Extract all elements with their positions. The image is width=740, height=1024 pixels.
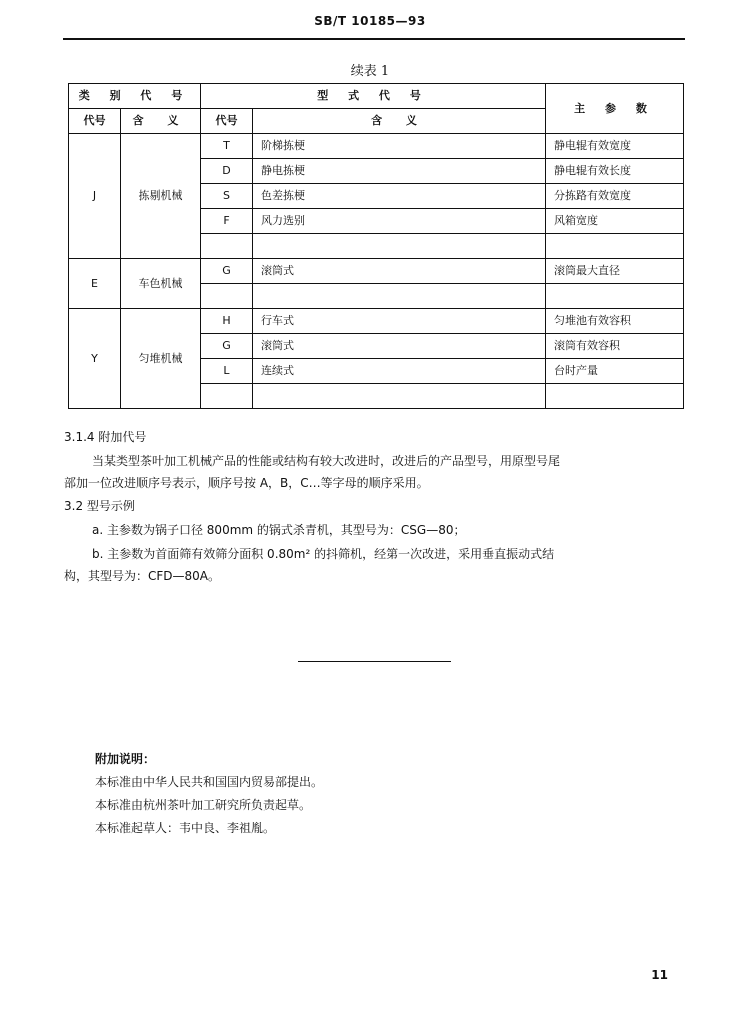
notes-line: 本标准起草人：韦中良、李祖胤。 xyxy=(95,821,276,835)
header-rule xyxy=(63,38,685,40)
type-code: T xyxy=(201,134,253,159)
paragraph-line: 当某类型茶叶加工机械产品的性能或结构有较大改进时，改进后的产品型号，用原型号尾 xyxy=(92,454,561,468)
table-row xyxy=(69,309,684,334)
main-param: 台时产量 xyxy=(546,359,684,384)
example-item-a: a. 主参数为锅子口径 800mm 的锅式杀青机，其型号为：CSG—80； xyxy=(92,523,466,537)
main-param: 滚筒最大直径 xyxy=(546,259,684,284)
notes-line: 本标准由杭州茶叶加工研究所负责起草。 xyxy=(95,798,312,812)
paragraph-line: 部加一位改进顺序号表示，顺序号按 A，B，C…等字母的顺序采用。 xyxy=(64,476,429,490)
page-number: 11 xyxy=(651,968,668,982)
section-heading-3-2: 3.2 型号示例 xyxy=(64,499,135,513)
col-code: 代号 xyxy=(69,109,121,134)
group-meaning: 车色机械 xyxy=(121,259,201,309)
table-caption: 续表 1 xyxy=(350,64,390,79)
notes-line: 本标准由中华人民共和国国内贸易部提出。 xyxy=(95,775,324,789)
standard-number: SB/T 10185—93 xyxy=(314,14,426,28)
type-meaning: 行车式 xyxy=(253,309,546,334)
example-item-b-cont: 构，其型号为：CFD—80A。 xyxy=(64,569,221,583)
section-heading-3-1-4: 3.1.4 附加代号 xyxy=(64,430,147,444)
col-main-param: 主 参 数 xyxy=(546,84,684,134)
col-type-code: 型 式 代 号 xyxy=(201,84,546,109)
type-code: G xyxy=(201,259,253,284)
col-code2: 代号 xyxy=(201,109,253,134)
table-row xyxy=(69,259,684,284)
main-param: 风箱宽度 xyxy=(546,209,684,234)
group-meaning: 拣剔机械 xyxy=(121,134,201,259)
group-code: E xyxy=(69,259,121,309)
type-meaning: 滚筒式 xyxy=(253,334,546,359)
group-meaning: 匀堆机械 xyxy=(121,309,201,409)
type-meaning: 风力选别 xyxy=(253,209,546,234)
type-code: F xyxy=(201,209,253,234)
type-code: H xyxy=(201,309,253,334)
main-param: 静电辊有效宽度 xyxy=(546,134,684,159)
table-row xyxy=(69,134,684,159)
additional-notes xyxy=(95,748,323,840)
type-code: D xyxy=(201,159,253,184)
type-meaning: 滚筒式 xyxy=(253,259,546,284)
col-category-code: 类 别 代 号 xyxy=(69,84,201,109)
col-meaning2: 含 义 xyxy=(253,109,546,134)
example-item-b: b. 主参数为首面筛有效筛分面积 0.80m² 的抖筛机，经第一次改进，采用垂直振动式结 xyxy=(92,547,555,561)
type-meaning: 色差拣梗 xyxy=(253,184,546,209)
type-meaning: 阶梯拣梗 xyxy=(253,134,546,159)
main-param: 匀堆池有效容积 xyxy=(546,309,684,334)
main-param: 滚筒有效容积 xyxy=(546,334,684,359)
type-code: S xyxy=(201,184,253,209)
type-meaning: 静电拣梗 xyxy=(253,159,546,184)
type-code: L xyxy=(201,359,253,384)
spec-table xyxy=(68,83,684,409)
type-code: G xyxy=(201,334,253,359)
section-divider xyxy=(298,661,451,662)
main-param: 静电辊有效长度 xyxy=(546,159,684,184)
group-code: J xyxy=(69,134,121,259)
col-meaning: 含 义 xyxy=(121,109,201,134)
main-param: 分拣路有效宽度 xyxy=(546,184,684,209)
notes-title: 附加说明： xyxy=(95,752,156,766)
group-code: Y xyxy=(69,309,121,409)
type-meaning: 连续式 xyxy=(253,359,546,384)
